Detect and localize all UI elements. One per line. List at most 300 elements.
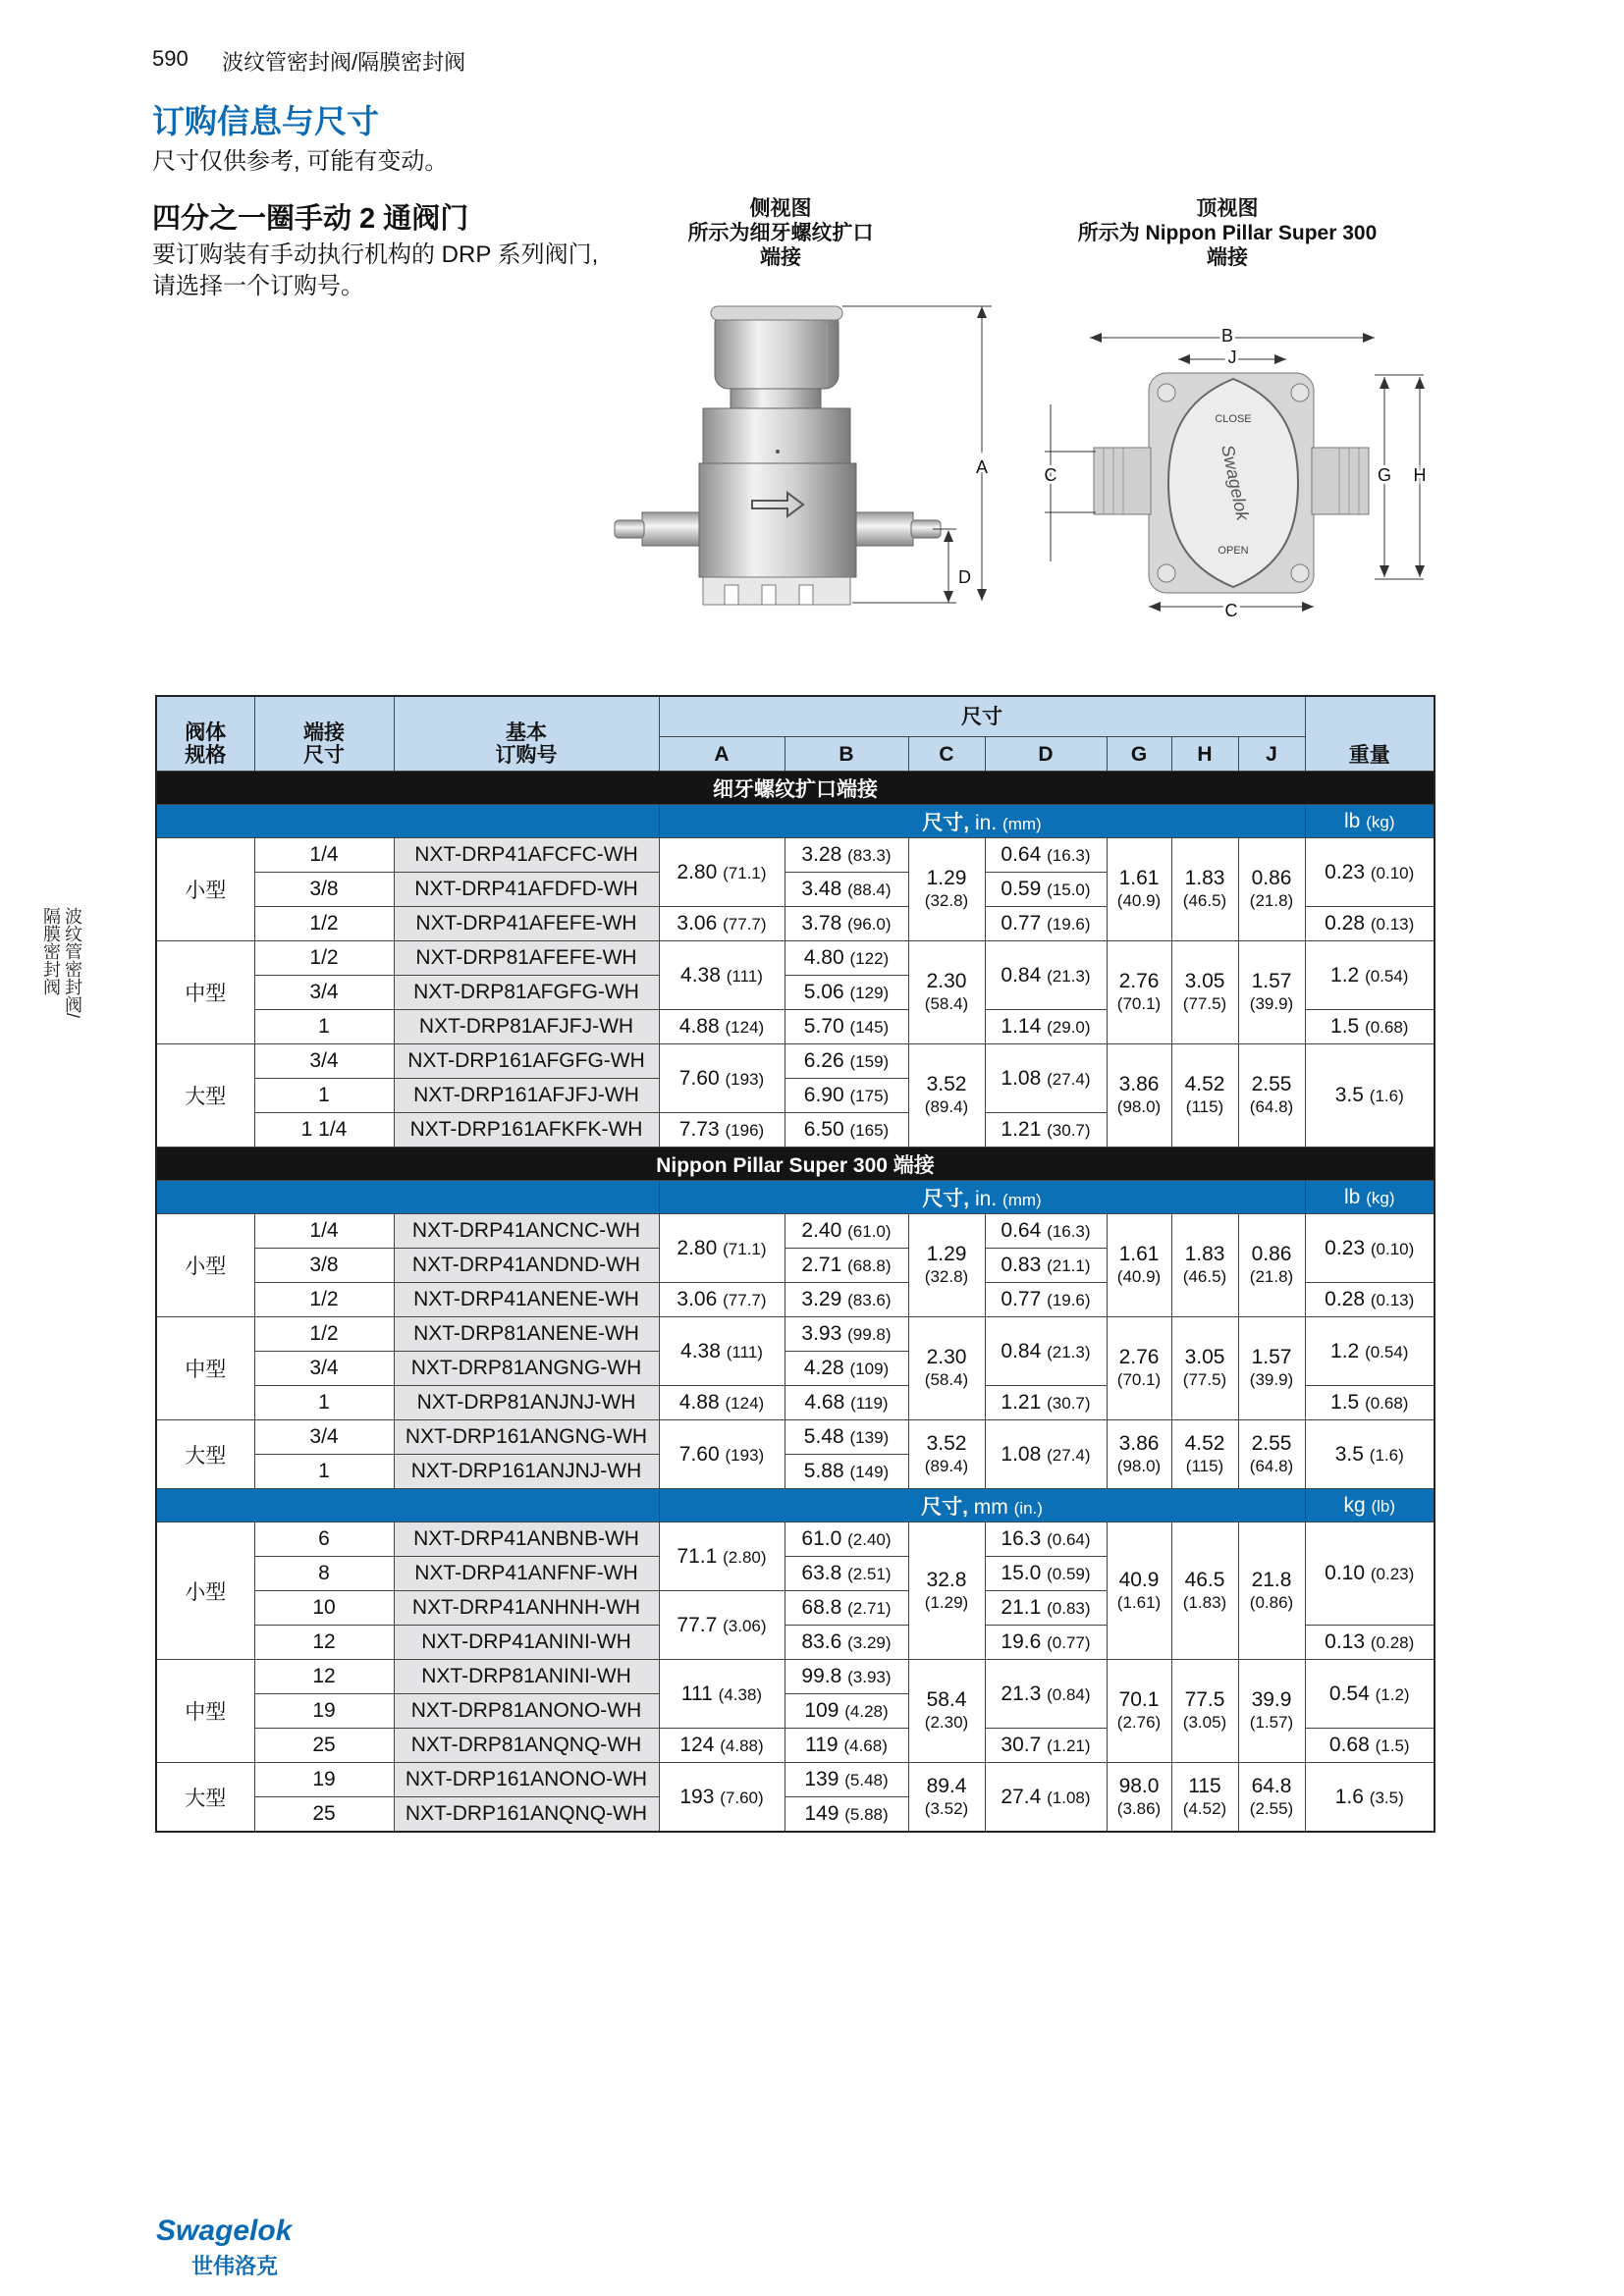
value-secondary: (3.06): [723, 1616, 767, 1635]
col-weight: 重量: [1305, 696, 1435, 772]
value-secondary: (0.13): [1370, 915, 1415, 934]
value-secondary: (124): [725, 1018, 765, 1037]
end-size: 12: [254, 1626, 394, 1660]
value-primary: 1.2: [1330, 1339, 1360, 1362]
unit-weight-secondary: (kg): [1366, 812, 1395, 831]
value-primary: 124: [679, 1734, 715, 1756]
value-primary: 3.78: [801, 912, 842, 934]
cell-w: [1305, 1522, 1435, 1626]
value-secondary: (196): [725, 1121, 765, 1140]
value-secondary: (40.9): [1116, 1267, 1162, 1286]
unit-primary: mm: [973, 1495, 1008, 1519]
unit-main: 尺寸,: [922, 811, 970, 834]
value-secondary: (4.52): [1182, 1798, 1227, 1818]
value-primary: 5.88: [803, 1460, 844, 1482]
cell-b: [785, 1113, 908, 1148]
cell-b: [785, 1214, 908, 1249]
cell-b: [785, 1626, 908, 1660]
value-secondary: (7.60): [720, 1788, 764, 1807]
value-secondary: (0.28): [1370, 1633, 1415, 1652]
value-secondary: (3.86): [1116, 1798, 1162, 1818]
value-secondary: (0.13): [1370, 1291, 1415, 1309]
value-primary: 2.80: [677, 860, 718, 883]
value-secondary: (4.88): [720, 1736, 764, 1755]
cell-a: [659, 1591, 785, 1660]
section-description: 要订购装有手动执行机构的 DRP 系列阀门, 请选择一个订购号。: [152, 241, 599, 299]
unit-row: [156, 1181, 1435, 1214]
value-secondary: (139): [849, 1428, 890, 1447]
value-secondary: (0.54): [1365, 966, 1409, 986]
value-secondary: (88.4): [847, 881, 892, 899]
value-secondary: (77.7): [723, 1291, 767, 1309]
cell-a: [659, 1386, 785, 1420]
table-row: [156, 838, 1435, 873]
value-secondary: (71.1): [723, 863, 767, 882]
value-secondary: (68.8): [847, 1256, 892, 1275]
value-secondary: (0.84): [1047, 1684, 1091, 1704]
end-size: 12: [254, 1660, 394, 1694]
cell-b: [785, 1694, 908, 1729]
col-body-size: 阀体 规格: [156, 696, 254, 772]
value-secondary: (16.3): [1047, 1222, 1091, 1241]
table-row: [156, 1660, 1435, 1694]
value-primary: 2.30: [926, 970, 967, 992]
end-size: 1: [254, 1455, 394, 1489]
value-secondary: (122): [849, 949, 890, 968]
value-secondary: (165): [849, 1121, 890, 1140]
end-size: 3/4: [254, 1044, 394, 1079]
table-row: [156, 941, 1435, 976]
svg-text:D: D: [958, 567, 971, 587]
value-secondary: (129): [849, 984, 890, 1002]
end-size: 19: [254, 1763, 394, 1797]
unit-primary: in.: [975, 1187, 998, 1210]
order-number: NXT-DRP41ANFNF-WH: [394, 1557, 659, 1591]
end-size: 25: [254, 1729, 394, 1763]
side-tab: [33, 905, 92, 1042]
value-primary: 3.5: [1334, 1084, 1364, 1106]
unit-spacer: [156, 1181, 659, 1214]
value-secondary: (21.8): [1249, 891, 1294, 910]
value-primary: 61.0: [801, 1527, 842, 1550]
cell-d: [985, 1283, 1107, 1317]
value-secondary: (32.8): [924, 891, 969, 910]
value-secondary: (0.77): [1047, 1633, 1091, 1652]
swagelok-logo: [152, 2211, 299, 2284]
cell-b: [785, 1522, 908, 1557]
svg-text:世伟洛克: 世伟洛克: [191, 2254, 279, 2278]
value-secondary: (64.8): [1249, 1097, 1294, 1116]
value-secondary: (3.29): [847, 1633, 892, 1652]
body-size: 大型: [156, 1763, 254, 1833]
value-secondary: (4.28): [844, 1702, 889, 1721]
value-primary: 2.76: [1118, 970, 1160, 992]
value-secondary: (21.1): [1047, 1256, 1091, 1275]
value-secondary: (71.1): [723, 1239, 767, 1258]
cell-b: [785, 1079, 908, 1113]
value-secondary: (98.0): [1116, 1456, 1162, 1475]
end-size: 19: [254, 1694, 394, 1729]
value-primary: 3.86: [1118, 1073, 1160, 1095]
svg-text:Swagelok: Swagelok: [1218, 443, 1253, 522]
value-primary: 0.13: [1325, 1630, 1366, 1653]
end-size: 1/2: [254, 941, 394, 976]
page-subtitle: 尺寸仅供参考, 可能有变动。: [152, 148, 449, 175]
value-secondary: (32.8): [924, 1267, 969, 1286]
value-secondary: (1.29): [924, 1592, 969, 1612]
cell-g: [1107, 1522, 1171, 1660]
cell-d: [985, 1729, 1107, 1763]
unit-weight-primary: lb: [1344, 809, 1361, 832]
col-b: B: [785, 737, 908, 772]
order-number: NXT-DRP161AFGFG-WH: [394, 1044, 659, 1079]
cell-c: [908, 1044, 985, 1148]
page-title: 订购信息与尺寸: [152, 103, 379, 139]
ordering-table: [155, 695, 1435, 1833]
cell-h: [1171, 838, 1238, 941]
end-size: 1/2: [254, 907, 394, 941]
value-secondary: (29.0): [1047, 1018, 1091, 1037]
value-primary: 111: [680, 1682, 713, 1705]
value-primary: 0.54: [1328, 1682, 1370, 1705]
cell-d: [985, 1626, 1107, 1660]
value-primary: 0.77: [1001, 912, 1042, 934]
cell-j: [1238, 1660, 1305, 1763]
value-primary: 15.0: [1001, 1562, 1042, 1584]
value-primary: 71.1: [677, 1544, 718, 1568]
cell-g: [1107, 838, 1171, 941]
col-order-number: 基本 订购号: [394, 696, 659, 772]
value-primary: 1.6: [1334, 1785, 1364, 1808]
cell-b: [785, 1797, 908, 1833]
value-secondary: (3.05): [1182, 1713, 1227, 1732]
order-number: NXT-DRP81ANINI-WH: [394, 1660, 659, 1694]
value-primary: 1.61: [1118, 1243, 1160, 1265]
unit-label: [659, 1181, 1305, 1214]
body-size: 小型: [156, 1522, 254, 1660]
order-number: NXT-DRP161AFJFJ-WH: [394, 1079, 659, 1113]
value-primary: 99.8: [801, 1665, 842, 1687]
cell-j: [1238, 1317, 1305, 1420]
value-primary: 2.76: [1118, 1346, 1160, 1368]
cell-a: [659, 1729, 785, 1763]
cell-a: [659, 1010, 785, 1044]
value-secondary: (5.48): [844, 1771, 889, 1789]
order-number: NXT-DRP41AFDFD-WH: [394, 873, 659, 907]
cell-d: [985, 1386, 1107, 1420]
value-secondary: (58.4): [924, 994, 969, 1013]
cell-h: [1171, 1763, 1238, 1833]
value-secondary: (98.0): [1116, 1097, 1162, 1116]
value-secondary: (0.10): [1370, 863, 1415, 882]
svg-text:隔膜密封阀: 隔膜密封阀: [41, 907, 61, 995]
value-primary: 1.29: [926, 867, 967, 889]
end-size: 3/8: [254, 1249, 394, 1283]
table-row: [156, 1317, 1435, 1352]
cell-b: [785, 1317, 908, 1352]
value-primary: 0.64: [1001, 843, 1042, 866]
svg-text:C: C: [1044, 465, 1057, 485]
order-number: NXT-DRP81AFGFG-WH: [394, 976, 659, 1010]
cell-a: [659, 1044, 785, 1113]
table-row: [156, 1420, 1435, 1455]
cell-a: [659, 838, 785, 907]
cell-a: [659, 1522, 785, 1591]
cell-d: [985, 1763, 1107, 1833]
value-secondary: (149): [849, 1463, 890, 1481]
order-number: NXT-DRP81ANONO-WH: [394, 1694, 659, 1729]
section-title-row: [156, 772, 1435, 805]
cell-d: [985, 838, 1107, 873]
cell-w: [1305, 1044, 1435, 1148]
value-primary: 4.80: [803, 946, 844, 969]
end-size: 3/4: [254, 1420, 394, 1455]
order-number: NXT-DRP41ANDND-WH: [394, 1249, 659, 1283]
value-primary: 3.29: [801, 1288, 842, 1310]
value-secondary: (175): [849, 1087, 890, 1105]
cell-c: [908, 1420, 985, 1489]
cell-j: [1238, 941, 1305, 1044]
value-secondary: (0.68): [1365, 1018, 1409, 1037]
value-primary: 4.28: [803, 1357, 844, 1379]
value-primary: 1.21: [1001, 1391, 1042, 1414]
value-primary: 21.3: [1001, 1682, 1042, 1705]
value-primary: 6.90: [803, 1084, 844, 1106]
value-primary: 4.88: [678, 1391, 720, 1414]
col-a: A: [659, 737, 785, 772]
col-dimensions: 尺寸: [659, 696, 1305, 737]
cell-a: [659, 1214, 785, 1283]
value-secondary: (145): [849, 1018, 890, 1037]
value-primary: 6.50: [803, 1118, 844, 1141]
end-size: 25: [254, 1797, 394, 1833]
col-end-size: 端接 尺寸: [254, 696, 394, 772]
cell-w: [1305, 1317, 1435, 1386]
value-secondary: (4.68): [843, 1736, 888, 1755]
value-primary: 1.08: [1001, 1442, 1042, 1466]
cell-b: [785, 1660, 908, 1694]
value-secondary: (3.5): [1369, 1788, 1404, 1807]
value-primary: 83.6: [801, 1630, 842, 1653]
cell-w: [1305, 1214, 1435, 1283]
col-j: J: [1238, 737, 1305, 772]
body-size: 小型: [156, 1214, 254, 1317]
order-number: NXT-DRP41ANBNB-WH: [394, 1522, 659, 1557]
end-size: 1/2: [254, 1317, 394, 1352]
value-secondary: (124): [725, 1394, 765, 1413]
order-number: NXT-DRP81ANENE-WH: [394, 1317, 659, 1352]
value-primary: 0.23: [1325, 1236, 1366, 1259]
cell-g: [1107, 1214, 1171, 1317]
value-primary: 0.68: [1328, 1734, 1370, 1756]
value-primary: 3.93: [801, 1322, 842, 1345]
cell-d: [985, 1557, 1107, 1591]
unit-weight: [1305, 1489, 1435, 1522]
value-secondary: (2.51): [847, 1565, 892, 1583]
page-number: 590: [152, 46, 189, 71]
cell-c: [908, 941, 985, 1044]
value-primary: 46.5: [1184, 1568, 1225, 1591]
body-size: 中型: [156, 1317, 254, 1420]
value-primary: 0.10: [1325, 1562, 1366, 1584]
cell-j: [1238, 1763, 1305, 1833]
cell-d: [985, 941, 1107, 1010]
cell-g: [1107, 1044, 1171, 1148]
end-size: 1: [254, 1386, 394, 1420]
cell-d: [985, 1044, 1107, 1113]
order-number: NXT-DRP41AFEFE-WH: [394, 907, 659, 941]
cell-b: [785, 907, 908, 941]
value-primary: 1.5: [1330, 1391, 1360, 1414]
value-primary: 19.6: [1001, 1630, 1042, 1653]
value-primary: 7.60: [678, 1442, 720, 1466]
unit-secondary: (mm): [1002, 1190, 1042, 1209]
value-primary: 27.4: [1001, 1785, 1042, 1808]
order-number: NXT-DRP81AFJFJ-WH: [394, 1010, 659, 1044]
cell-g: [1107, 1420, 1171, 1489]
cell-a: [659, 1763, 785, 1833]
section-title: Nippon Pillar Super 300 端接: [156, 1148, 1435, 1181]
value-secondary: (3.52): [924, 1798, 969, 1818]
svg-text:B: B: [1220, 326, 1234, 346]
value-primary: 4.38: [680, 963, 721, 987]
cell-b: [785, 976, 908, 1010]
cell-d: [985, 1214, 1107, 1249]
value-secondary: (115): [1185, 1456, 1224, 1475]
value-primary: 4.52: [1184, 1431, 1225, 1455]
value-primary: 109: [804, 1699, 839, 1722]
unit-weight-primary: lb: [1344, 1185, 1361, 1208]
svg-text:Swagelok: Swagelok: [156, 2215, 293, 2247]
cell-c: [908, 1214, 985, 1317]
svg-text:H: H: [1413, 465, 1427, 485]
value-primary: 32.8: [926, 1568, 967, 1591]
value-secondary: (58.4): [924, 1370, 969, 1389]
cell-w: [1305, 1729, 1435, 1763]
cell-c: [908, 1763, 985, 1833]
unit-spacer: [156, 805, 659, 838]
value-secondary: (1.2): [1375, 1684, 1410, 1704]
svg-text:OPEN: OPEN: [1218, 545, 1249, 557]
order-number: NXT-DRP41ANINI-WH: [394, 1626, 659, 1660]
value-primary: 2.55: [1251, 1073, 1292, 1095]
value-secondary: (0.59): [1047, 1565, 1091, 1583]
value-primary: 3.86: [1118, 1431, 1160, 1455]
value-secondary: (115): [1185, 1097, 1224, 1116]
unit-weight: [1305, 1181, 1435, 1214]
value-primary: 7.60: [678, 1066, 720, 1090]
value-primary: 0.28: [1325, 912, 1366, 934]
value-secondary: (21.3): [1047, 1342, 1091, 1362]
cell-h: [1171, 1044, 1238, 1148]
cell-h: [1171, 1660, 1238, 1763]
value-secondary: (0.83): [1047, 1599, 1091, 1618]
cell-h: [1171, 1522, 1238, 1660]
table-row: [156, 1044, 1435, 1079]
value-secondary: (2.30): [924, 1713, 969, 1732]
order-number: NXT-DRP81ANQNQ-WH: [394, 1729, 659, 1763]
value-secondary: (109): [849, 1360, 890, 1378]
value-secondary: (77.5): [1182, 994, 1227, 1013]
value-primary: 4.38: [680, 1339, 721, 1362]
value-primary: 2.71: [801, 1254, 842, 1276]
value-primary: 0.64: [1001, 1219, 1042, 1242]
table-row: [156, 1763, 1435, 1797]
value-primary: 7.73: [678, 1118, 720, 1141]
unit-label: [659, 1489, 1305, 1522]
value-secondary: (1.6): [1369, 1445, 1404, 1465]
unit-main: 尺寸,: [922, 1187, 970, 1210]
unit-label: [659, 805, 1305, 838]
value-primary: 77.7: [677, 1613, 718, 1636]
value-primary: 3.06: [677, 1288, 718, 1310]
value-secondary: (77.5): [1182, 1370, 1227, 1389]
order-number: NXT-DRP161ANQNQ-WH: [394, 1797, 659, 1833]
order-number: NXT-DRP161ANONO-WH: [394, 1763, 659, 1797]
body-size: 小型: [156, 838, 254, 941]
cell-d: [985, 1660, 1107, 1729]
value-primary: 1.83: [1184, 867, 1225, 889]
value-primary: 0.23: [1325, 860, 1366, 883]
cell-c: [908, 838, 985, 941]
unit-primary: in.: [975, 811, 998, 834]
table-row: [156, 1522, 1435, 1557]
value-primary: 2.80: [677, 1236, 718, 1259]
cell-b: [785, 1557, 908, 1591]
col-h: H: [1171, 737, 1238, 772]
value-primary: 3.48: [801, 878, 842, 900]
value-secondary: (40.9): [1116, 891, 1162, 910]
end-size: 1/4: [254, 1214, 394, 1249]
end-size: 1/2: [254, 1283, 394, 1317]
value-primary: 1.2: [1330, 963, 1360, 987]
svg-text:A: A: [975, 457, 989, 477]
value-primary: 1.14: [1001, 1015, 1042, 1038]
value-secondary: (0.86): [1249, 1592, 1294, 1612]
value-secondary: (3.93): [847, 1668, 892, 1686]
value-primary: 98.0: [1118, 1774, 1160, 1797]
value-primary: 5.70: [803, 1015, 844, 1038]
value-primary: 70.1: [1118, 1688, 1160, 1711]
unit-spacer: [156, 1489, 659, 1522]
cell-w: [1305, 1660, 1435, 1729]
value-primary: 139: [804, 1768, 839, 1790]
value-primary: 1.08: [1001, 1066, 1042, 1090]
value-secondary: (1.5): [1375, 1736, 1410, 1755]
top-view-caption: 顶视图 所示为 Nippon Pillar Super 300 端接: [1077, 197, 1378, 269]
value-primary: 39.9: [1251, 1688, 1292, 1711]
value-primary: 2.40: [801, 1219, 842, 1242]
cell-w: [1305, 838, 1435, 907]
value-secondary: (0.54): [1365, 1342, 1409, 1362]
cell-b: [785, 1010, 908, 1044]
value-secondary: (27.4): [1047, 1445, 1091, 1465]
end-size: 3/4: [254, 1352, 394, 1386]
cell-d: [985, 1317, 1107, 1386]
top-view-figure: [1041, 322, 1434, 636]
unit-weight-secondary: (lb): [1371, 1496, 1396, 1516]
value-secondary: (89.4): [924, 1456, 969, 1475]
value-secondary: (30.7): [1047, 1121, 1091, 1140]
value-primary: 5.48: [803, 1425, 844, 1448]
value-secondary: (46.5): [1182, 891, 1227, 910]
section-name: 波纹管密封阀/隔膜密封阀: [222, 50, 466, 75]
side-view-figure: [609, 294, 1001, 628]
cell-b: [785, 1283, 908, 1317]
cell-c: [908, 1317, 985, 1420]
cell-w: [1305, 1386, 1435, 1420]
value-secondary: (5.88): [844, 1805, 889, 1824]
